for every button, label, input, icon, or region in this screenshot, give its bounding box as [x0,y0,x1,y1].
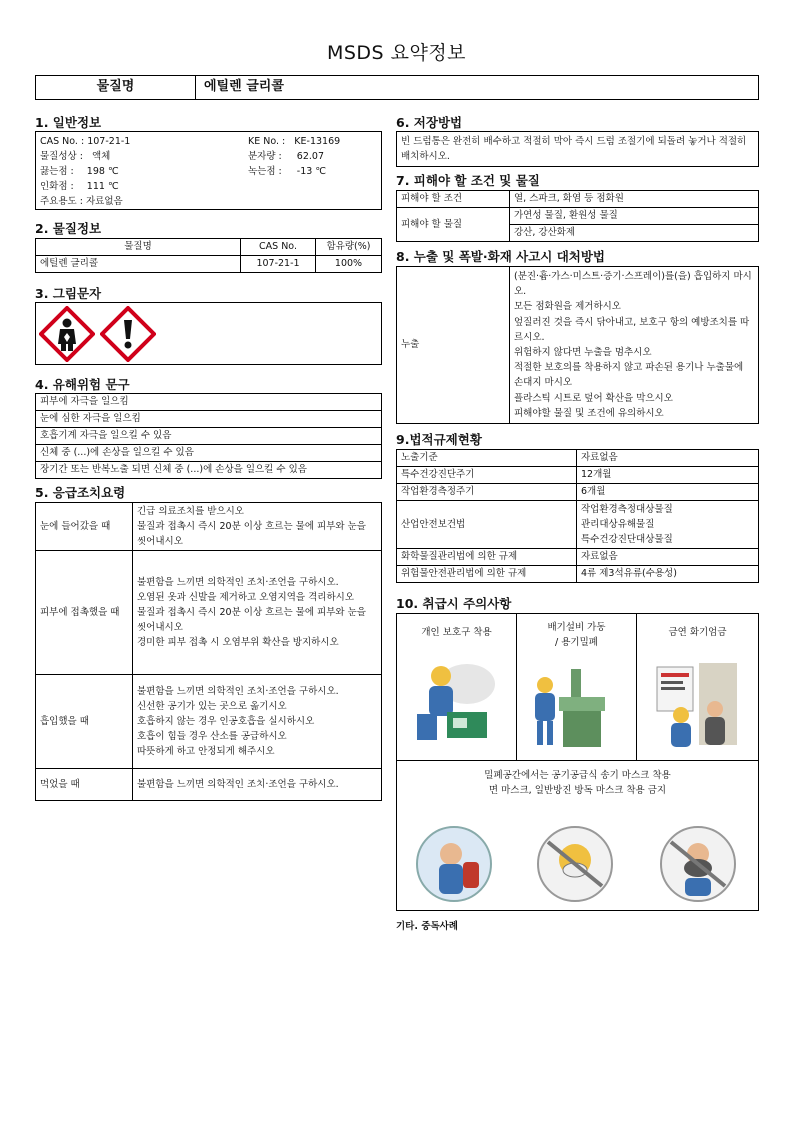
first-aid-table [35,502,382,801]
section-title: 6. 저장방법 [396,116,759,132]
table-cell: 100% [316,256,382,273]
exclamation-mark-icon [100,306,156,362]
spill-text: (분진·흄·가스·미스트·증기·스프레이)를(을) 흡입하지 마시오. 모든 점화원을 제거하시오 엎질러진 것을 즉시 닦아내고, 보호구 항의 예방조치를 따르시오. 위험하지 않다면 누출을 멈추시오 적절한 보호의를 착용하지 않고 파손된 용기나 누출물에 손대지 마시오 플라스틱 시트로 덮어 확산을 막으시오 피해야할 물질 및 조건에 유의하시오 [510,267,759,424]
table-cell: 산업안전보건법 [397,501,577,549]
section-general-info [35,116,382,210]
use-label: 주요용도 : [40,196,83,207]
avoid-table [396,190,759,242]
first-aid-text: 불편함을 느끼면 의학적인 조치·조언을 구하시오. 오염된 옷과 신발을 제거하고 오염지역을 격리하시오 물질과 접촉시 즉시 20분 이상 흐르는 물에 피부와 눈을 씻어내시오 경미한 피부 접촉 시 오염부위 확산을 방지하시오 [133,551,382,675]
section-first-aid [35,486,382,801]
spill-table [396,266,759,424]
cas-value: 107-21-1 [87,136,131,147]
list-item: 신체 중 (...)에 손상을 일으킬 수 있음 [36,445,381,462]
first-aid-label: 눈에 들어갔을 때 [36,503,133,551]
handling-card [637,614,758,760]
section-title: 4. 유해위험 문구 [35,378,382,394]
section-handling [396,597,759,911]
section-title: 7. 피해야 할 조건 및 물질 [396,173,540,188]
section-title: 10. 취급시 주의사항 [396,596,512,611]
table-cell: 에틸렌 글리콜 [36,256,241,273]
substance-table [35,238,382,273]
no-smoking-icon [651,659,746,751]
first-aid-text: 불편함을 느끼면 의학적인 조치·조언을 구하시오. 신선한 공기가 있는 곳으로 옮기시오 호흡하지 않는 경우 인공호흡을 실시하시오 호흡이 힘들 경우 산소를 공급하시오 따뜻하게 하고 안정되게 해주시오 [133,675,382,769]
table-cell: 107-21-1 [241,256,316,273]
handling-card [517,614,637,760]
table-header: 물질명 [36,239,241,256]
ventilation-icon [527,659,627,751]
table-cell: 노출기준 [397,450,577,467]
ke-label: KE No. : [248,136,286,147]
avoid-material-label: 피해야 할 물질 [397,208,510,242]
state-value: 액체 [91,151,111,162]
footer-note: 기타. 중독사례 [396,921,458,932]
supplied-air-mask-icon [409,824,499,904]
handling-card-label: 배기설비 가동 / 용기밀폐 [547,622,606,648]
mw-value: 62.07 [296,151,324,162]
table-cell: 작업환경측정주기 [397,484,577,501]
avoid-condition-label: 피해야 할 조건 [397,191,510,208]
table-cell: 특수건강진단주기 [397,467,577,484]
table-cell: 12개월 [577,467,759,484]
table-cell: 위험물안전관리법에 의한 규제 [397,566,577,583]
table-header: 함유량(%) [316,239,382,256]
bp-value: 198 ℃ [86,166,119,177]
list-item: 피부에 자극을 일으킴 [36,394,381,411]
regulation-table [396,449,759,583]
substance-name-value: 에틸렌 글리콜 [204,79,284,94]
section-title: 9.법적규제현황 [396,432,482,447]
avoid-condition-value: 열, 스파크, 화염 등 점화원 [510,191,759,208]
table-cell: 화학물질관리법에 의한 규제 [397,549,577,566]
handling-box [396,613,759,911]
section-regulations [396,433,759,583]
list-item: 호흡기계 자극을 일으킬 수 있음 [36,428,381,445]
fp-value: 111 ℃ [86,181,119,192]
mask-warning-text: 밀폐공간에서는 공기공급식 송기 마스크 착용 면 마스크, 일반방진 방독 마스크 착용 금지 [484,770,671,796]
cas-label: CAS No. : [40,136,85,147]
table-cell: 자료없음 [577,450,759,467]
no-gas-mask-icon [653,824,743,904]
substance-name-label: 물질명 [36,76,196,99]
first-aid-label: 피부에 접촉했을 때 [36,551,133,675]
substance-name-bar [35,75,759,100]
section-pictograms [35,287,382,365]
bp-label: 끓는점 : [40,166,74,177]
protective-equipment-icon [407,654,507,749]
avoid-material-value: 가연성 물질, 환원성 물질 [510,208,759,225]
table-header: CAS No. [241,239,316,256]
handling-card [397,614,517,760]
first-aid-text: 긴급 의료조치를 받으시오 물질과 접촉시 즉시 20분 이상 흐르는 물에 피부와 눈을 씻어내시오 [133,503,382,551]
table-cell: 자료없음 [577,549,759,566]
page-title: MSDS 요약정보 [326,42,467,64]
use-value: 자료없음 [85,196,123,207]
first-aid-label: 먹었을 때 [36,769,133,801]
section-title: 1. 일반정보 [35,116,382,132]
mw-label: 분자량 : [248,151,282,162]
section-spill-response [396,250,759,424]
hazard-statement-list [35,394,382,479]
general-info-box [35,132,382,210]
state-label: 물질성상 : [40,151,83,162]
avoid-material-value: 강산, 강산화제 [510,225,759,242]
table-cell: 6개월 [577,484,759,501]
spill-label: 누출 [397,267,510,424]
ke-value: KE-13169 [294,136,341,147]
section-title: 8. 누출 및 폭발·화재 사고시 대처방법 [396,249,606,264]
handling-card-label: 개인 보호구 착용 [421,627,492,638]
handling-card-label: 금연 화기엄금 [668,627,727,638]
first-aid-text: 불편함을 느끼면 의학적인 조치·조언을 구하시오. [133,769,382,801]
list-item: 장기간 또는 반복노출 되면 신체 중 (...)에 손상을 일으킬 수 있음 [40,464,307,475]
list-item: 눈에 심한 자극을 일으킴 [36,411,381,428]
first-aid-label: 흡입했을 때 [36,675,133,769]
pictogram-box [35,303,382,365]
section-title: 5. 응급조치요령 [35,485,126,500]
health-hazard-icon [39,306,95,362]
section-title: 2. 물질정보 [35,221,102,236]
section-substance-info [35,222,382,273]
section-title: 3. 그림문자 [35,287,382,303]
section-avoid [396,174,759,242]
storage-text: 빈 드럼통은 완전히 배수하고 적절히 막아 즉시 드럼 조절기에 되돌려 놓거나 적절히 배치하시오. [396,132,759,167]
table-cell: 4류 제3석유류(수용성) [577,566,759,583]
no-cotton-mask-icon [530,824,620,904]
section-hazard-statements [35,378,382,479]
fp-label: 인화점 : [40,181,74,192]
section-storage [396,116,759,167]
table-cell: 작업환경측정대상물질 관리대상유해물질 특수건강진단대상물질 [577,501,759,549]
mp-value: -13 ℃ [296,166,327,177]
mp-label: 녹는점 : [248,166,282,177]
